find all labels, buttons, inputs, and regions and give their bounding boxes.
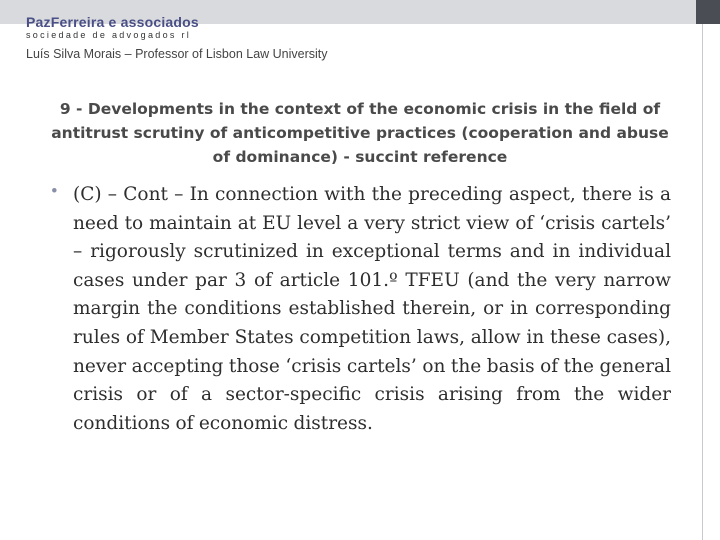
slide-title: 9 - Developments in the context of the economic crisis in the field of antitrust scrutiny of anticompetitive practices (cooperation and abuse of dominance) - succint reference xyxy=(51,100,669,166)
logo-tagline: sociedade de advogados rl xyxy=(26,30,192,40)
logo-name: PazFerreira e associados xyxy=(26,14,199,30)
bullet-text: (C) – Cont – In connection with the preceding aspect, there is a need to maintain at EU level a very strict view of ‘crisis cartels’ – rigorously scrutinized in exceptional terms and in individual cases under par 3 of article 101.º TFEU (and the very narrow margin the conditions established therein, or in corresponding rules of Member States competition laws, allow in these cases), never accepting those ‘crisis cartels’ on the basis of the general crisis or of a sector-specific crisis arising from the wider conditions of economic distress. xyxy=(73,184,671,434)
bullet-marker: • xyxy=(51,181,58,202)
top-corner-block xyxy=(696,0,720,24)
author-line: Luís Silva Morais – Professor of Lisbon Law University xyxy=(26,47,328,61)
right-divider-line xyxy=(702,24,703,540)
firm-logo xyxy=(26,15,198,43)
